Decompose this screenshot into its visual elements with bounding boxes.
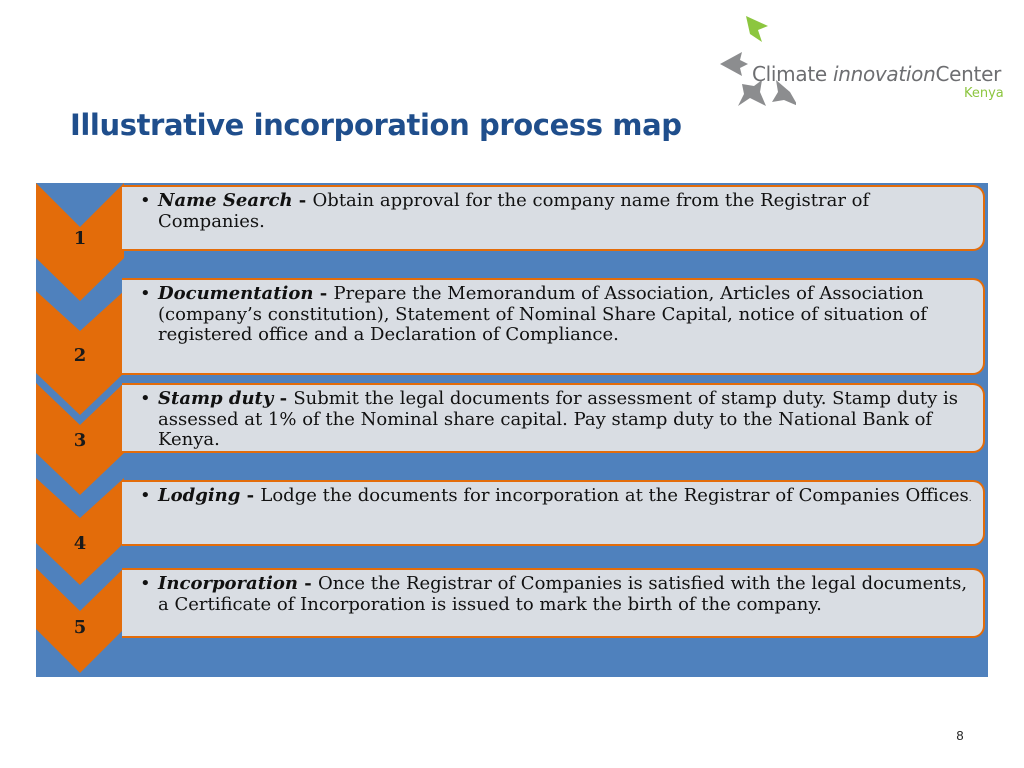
step-description (140, 284, 973, 349)
climate-innovation-center-logo (716, 14, 1016, 110)
logo-green-petal (746, 16, 768, 42)
step-separator: - (292, 190, 313, 211)
step-box-name-search (122, 185, 985, 251)
step-description (140, 191, 973, 235)
logo-word-innovation: innovation (832, 62, 936, 86)
step-text: Prepare the Memorandum of Association, Articles of Association (company’s constitution), Statement of Nominal Share Capital, notice of situation of registered office and a Declaration of Compliance. (158, 283, 927, 345)
step-description (140, 574, 973, 618)
bullet-icon: • (140, 190, 151, 211)
step-number-4: 4 (73, 533, 87, 554)
step-separator: - (313, 283, 334, 304)
step-text: Lodge the documents for incorporation at the Registrar of Companies Offices (260, 485, 969, 506)
step-number-2: 2 (73, 345, 87, 366)
step-separator: - (273, 388, 294, 409)
bullet-icon: • (140, 573, 151, 594)
logo-country: Kenya (964, 86, 1004, 101)
logo-word-climate: Climate (752, 62, 827, 86)
step-text: Obtain approval for the company name from the Registrar of Companies. (158, 190, 870, 232)
step-box-stamp-duty (122, 383, 985, 453)
step-term: Documentation (158, 283, 314, 304)
logo-wordmark (752, 62, 1001, 86)
bullet-icon: • (140, 485, 151, 506)
page-number: 8 (956, 728, 964, 743)
step-text: Submit the legal documents for assessment of stamp duty. Stamp duty is assessed at 1% of the Nominal share capital. Pay stamp duty to the National Bank of Kenya. (158, 388, 959, 450)
step-separator: - (297, 573, 318, 594)
logo-gray-petal-left (720, 52, 748, 76)
step-number-3: 3 (73, 430, 87, 451)
step-description (140, 389, 973, 454)
step-term: Stamp duty (158, 388, 274, 409)
slide-title: Illustrative incorporation process map (70, 108, 682, 142)
bullet-icon: • (140, 283, 151, 304)
step-box-documentation (122, 278, 985, 375)
step-separator: - (240, 485, 261, 506)
step-suffix: . (968, 494, 972, 504)
step-term: Name Search (158, 190, 293, 211)
step-number-5: 5 (73, 617, 87, 638)
logo-word-center: Center (935, 62, 1002, 86)
bullet-icon: • (140, 388, 151, 409)
step-box-incorporation (122, 568, 985, 638)
step-number-1: 1 (73, 228, 87, 249)
step-description (140, 486, 973, 510)
step-text: Once the Registrar of Companies is satisfied with the legal documents, a Certificate of Incorporation is issued to mark the birth of the company. (158, 573, 968, 615)
step-box-lodging (122, 480, 985, 546)
step-term: Lodging (158, 485, 241, 506)
step-term: Incorporation (158, 573, 298, 594)
